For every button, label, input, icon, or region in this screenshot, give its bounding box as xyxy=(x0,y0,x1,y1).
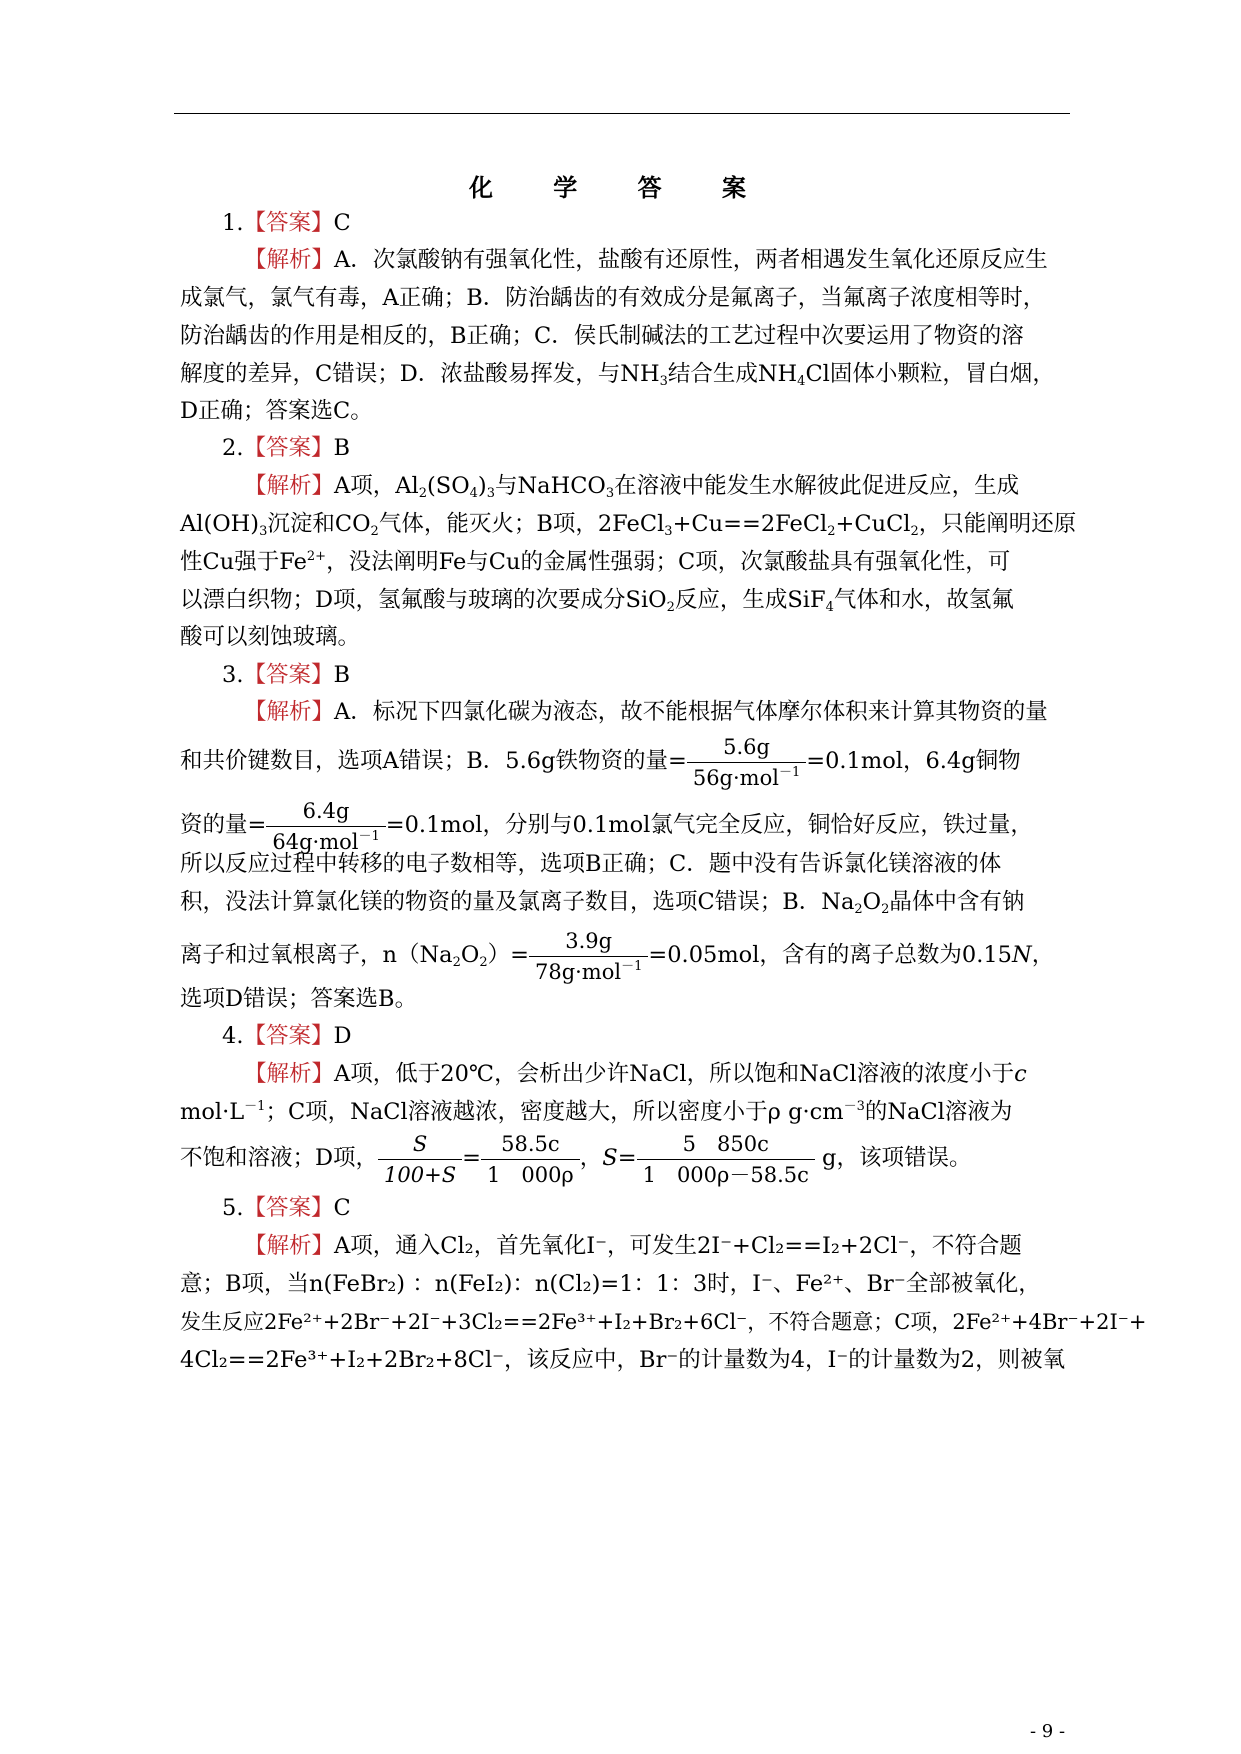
superscript: －1 xyxy=(621,958,643,974)
text: 反应，生成SiF xyxy=(674,587,826,613)
text: 气体和水，故氢氟 xyxy=(833,587,1014,613)
superscript: －1 xyxy=(358,828,380,844)
q5-analysis-line-1 xyxy=(244,1229,1144,1263)
q5-answer-line xyxy=(222,1191,1122,1225)
subscript: 3 xyxy=(486,486,495,501)
text: 晶体中含有钠 xyxy=(889,889,1025,915)
text: 解度的差异，C错误；D．浓盐酸易挥发，与NH xyxy=(180,361,660,387)
question-number: 1. xyxy=(222,210,244,236)
text: =0.1mol，分别与0.1mol氯气完全反应，铜恰好反应，铁过量， xyxy=(385,812,1033,838)
fraction-numerator: 5.6g xyxy=(723,734,770,759)
superscript: －3 xyxy=(843,1099,865,1114)
text: ， xyxy=(579,1145,603,1171)
q3-analysis-line-4: 所以反应过程中转移的电子数相等，选项B正确；C．题中没有告诉氯化镁溶液的体 xyxy=(180,851,1002,877)
analysis-label: 【解析】 xyxy=(244,1233,335,1259)
text: A．次氯酸钠有强氧化性，盐酸有还原性，两者相遇发生氧化还原反应生 xyxy=(334,247,1048,273)
subscript: 2 xyxy=(666,600,675,615)
fraction-peroxide-moles xyxy=(529,926,648,987)
fraction-denominator: 1 000ρ－58.5c xyxy=(637,1159,815,1190)
answer-value: C xyxy=(333,1195,351,1221)
q1-analysis-line-5: D正确；答案选C。 xyxy=(180,398,373,424)
text: +Cu==2FeCl xyxy=(672,511,828,537)
answer-value: B xyxy=(333,662,351,688)
q2-analysis-line-5: 酸可以刻蚀玻璃。 xyxy=(180,624,361,650)
q5-analysis-line-3: 发生反应2Fe²⁺+2Br⁻+2I⁻+3Cl₂==2Fe³⁺+I₂+Br₂+6Cl⁻，不符合题意；C项，2Fe²⁺+4Br⁻+2I⁻+ xyxy=(180,1310,1147,1334)
subscript: 2 xyxy=(910,524,919,539)
superscript: －1 xyxy=(778,764,801,780)
text: ) xyxy=(477,473,487,499)
q3-analysis-line-7: 选项D错误；答案选B。 xyxy=(180,986,418,1012)
analysis-label: 【解析】 xyxy=(244,699,335,725)
q1-analysis-line-4 xyxy=(180,357,1080,391)
text: 78g·mol xyxy=(534,959,622,984)
analysis-label: 【解析】 xyxy=(244,247,335,273)
fraction-iron-moles xyxy=(687,732,806,793)
text: 沉淀和CO xyxy=(267,511,371,537)
text: =0.1mol，6.4g铜物 xyxy=(806,748,1021,774)
subscript: 2 xyxy=(881,902,890,917)
page-number: - 9 - xyxy=(1030,1721,1066,1742)
text: A项，低于20℃，会析出少许NaCl，所以饱和NaCl溶液的浓度小于 xyxy=(334,1061,1015,1087)
fraction-numerator: 5 850c xyxy=(682,1131,769,1156)
q4-analysis-line-1 xyxy=(244,1057,1144,1091)
text: 以漂白织物；D项，氢氟酸与玻璃的次要成分SiO xyxy=(180,587,667,613)
fraction-concentration xyxy=(481,1129,580,1190)
fraction-numerator: 6.4g xyxy=(302,798,350,823)
text: A．标况下四氯化碳为液态，故不能根据气体摩尔体积来计算其物资的量 xyxy=(334,699,1048,725)
q2-analysis-line-2 xyxy=(180,507,1080,541)
q3-answer-line xyxy=(222,658,1122,692)
question-number: 4. xyxy=(222,1023,244,1049)
text: 与NaHCO xyxy=(494,473,606,499)
text: ，没法阐明Fe与Cu的金属性强弱；C项，次氯酸盐具有强氧化性，可 xyxy=(326,549,1011,575)
fraction-denominator: 100+S xyxy=(378,1159,462,1190)
subscript: 4 xyxy=(469,486,478,501)
text: mol·L xyxy=(180,1099,245,1125)
text: 不饱和溶液；D项， xyxy=(180,1145,379,1171)
text: =0.05mol，含有的离子总数为0.15 xyxy=(648,942,1013,968)
q5-analysis-line-2: 意；B项，当n(FeBr₂) ：n(FeI₂)：n(Cl₂)=1：1：3时，I⁻、Fe²⁺、Br⁻全部被氧化， xyxy=(180,1271,1041,1297)
q2-answer-line xyxy=(222,431,1122,465)
subscript: 2 xyxy=(370,524,379,539)
analysis-label: 【解析】 xyxy=(244,1061,335,1087)
subscript: 3 xyxy=(605,486,615,501)
answer-label: 【答案】 xyxy=(243,1023,334,1049)
q1-analysis-line-2: 成氯气，氯气有毒，A正确；B．防治龋齿的有效成分是氟离子，当氟离子浓度相等时， xyxy=(180,285,1046,311)
fraction-numerator: S xyxy=(412,1131,428,1156)
subscript: 3 xyxy=(259,524,268,539)
text: 的NaCl溶液为 xyxy=(864,1099,1013,1125)
answer-value: B xyxy=(333,435,351,461)
text: 和共价键数目，选项A错误；B．5.6g铁物资的量= xyxy=(180,748,687,774)
answer-value: C xyxy=(333,210,351,236)
fraction-solubility xyxy=(378,1129,462,1190)
text: ）= xyxy=(487,942,529,968)
text: ；C项，NaCl溶液越浓，密度越大，所以密度小于ρ g·cm xyxy=(265,1099,844,1125)
text: 56g·mol xyxy=(692,765,779,790)
header-rule xyxy=(174,113,1070,114)
text: g，该项错误。 xyxy=(814,1145,972,1171)
q1-analysis-line-3: 防治龋齿的作用是相反的，B正确；C．侯氏制碱法的工艺过程中次要运用了物资的溶 xyxy=(180,323,1024,349)
text: 气体，能灭火；B项，2FeCl xyxy=(378,511,665,537)
text: c xyxy=(1014,1061,1027,1087)
text: 结合生成NH xyxy=(667,361,798,387)
text: 资的量= xyxy=(180,812,267,838)
subscript: 4 xyxy=(825,600,834,615)
q3-analysis-line-2 xyxy=(180,731,1080,793)
text: = xyxy=(617,1145,637,1171)
subscript: 3 xyxy=(664,524,673,539)
q3-analysis-line-5 xyxy=(180,885,1080,919)
answer-label: 【答案】 xyxy=(243,662,334,688)
subscript: 2 xyxy=(854,902,863,917)
text: A项，Al xyxy=(334,473,419,499)
subscript: 2 xyxy=(452,955,461,970)
q4-answer-line xyxy=(222,1019,1122,1053)
text: 离子和过氧根离子，n（Na xyxy=(180,942,453,968)
fraction-numerator: 58.5c xyxy=(501,1131,560,1156)
superscript: －1 xyxy=(244,1099,266,1114)
fraction-numerator: 3.9g xyxy=(565,928,613,953)
q2-analysis-line-3 xyxy=(180,545,1080,579)
answer-label: 【答案】 xyxy=(243,210,334,236)
fraction-denominator: 1 000ρ xyxy=(481,1159,580,1190)
text: N xyxy=(1012,942,1032,968)
text: ，只能阐明还原 xyxy=(918,511,1077,537)
q1-answer-line xyxy=(222,206,1122,240)
question-number: 5. xyxy=(222,1195,244,1221)
question-number: 2. xyxy=(222,435,244,461)
text: ， xyxy=(1031,942,1055,968)
fraction-solubility-result xyxy=(637,1129,815,1190)
question-number: 3. xyxy=(222,662,244,688)
q3-analysis-line-1 xyxy=(244,695,1144,729)
text: (SO xyxy=(427,473,470,499)
subscript: 4 xyxy=(797,374,806,389)
text: 在溶液中能发生水解彼此促进反应，生成 xyxy=(614,473,1020,499)
q5-analysis-line-4: 4Cl₂==2Fe³⁺+I₂+2Br₂+8Cl⁻，该反应中，Br⁻的计量数为4，I⁻的计量数为2，则被氧 xyxy=(180,1347,1066,1373)
text: O xyxy=(862,889,882,915)
analysis-label: 【解析】 xyxy=(244,473,335,499)
text: 积，没法计算氯化镁的物资的量及氯离子数目，选项C错误；B．Na xyxy=(180,889,855,915)
answer-label: 【答案】 xyxy=(243,1195,334,1221)
text: = xyxy=(462,1145,481,1171)
text: O xyxy=(460,942,480,968)
q3-analysis-line-6 xyxy=(180,925,1080,987)
subscript: 3 xyxy=(659,374,668,389)
fraction-denominator xyxy=(687,762,806,793)
subscript: 2 xyxy=(827,524,836,539)
page-title: 化 学 答 案 xyxy=(468,173,773,202)
q2-analysis-line-1 xyxy=(244,469,1144,503)
text: +CuCl xyxy=(835,511,911,537)
text: S xyxy=(602,1145,618,1171)
subscript: 2 xyxy=(418,486,427,501)
text: 64g·mol xyxy=(272,829,359,854)
q1-analysis-line-1 xyxy=(244,243,1144,277)
text: Cl固体小颗粒，冒白烟， xyxy=(805,361,1055,387)
answer-label: 【答案】 xyxy=(243,435,334,461)
text: Al(OH) xyxy=(180,511,260,537)
text: A项，通入Cl₂，首先氧化I⁻，可发生2I⁻+Cl₂==I₂+2Cl⁻，不符合题 xyxy=(334,1233,1022,1259)
q4-analysis-line-2 xyxy=(180,1095,1080,1129)
superscript: 2+ xyxy=(306,549,327,564)
q4-analysis-line-3 xyxy=(180,1128,1080,1190)
answer-value: D xyxy=(333,1023,352,1049)
subscript: 2 xyxy=(479,955,488,970)
q2-analysis-line-4 xyxy=(180,583,1080,617)
text: 性Cu强于Fe xyxy=(180,549,307,575)
